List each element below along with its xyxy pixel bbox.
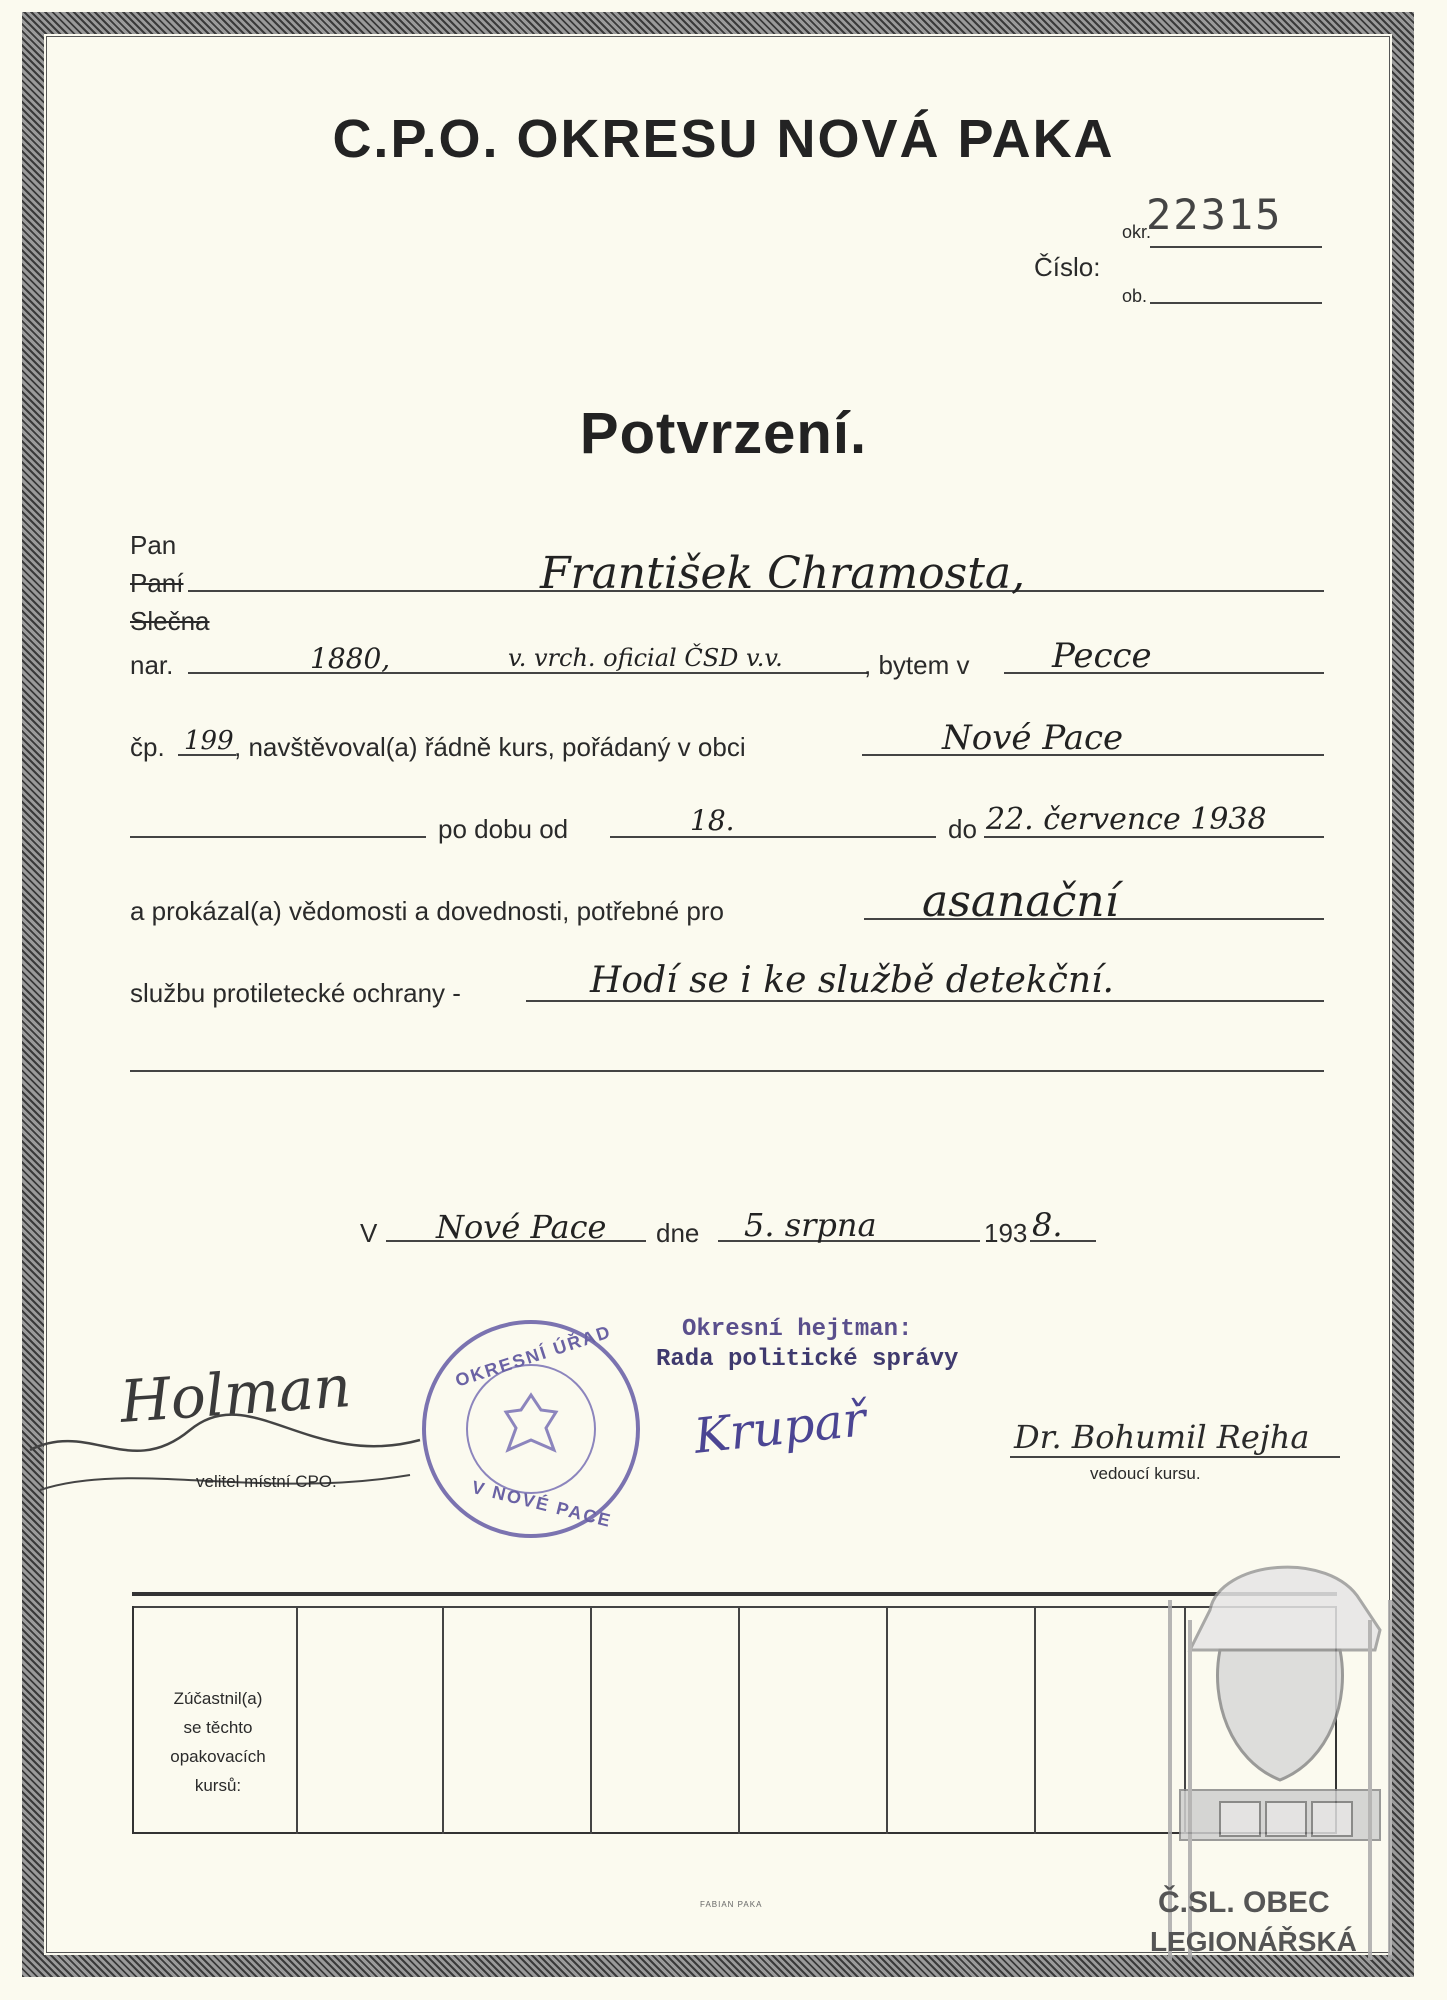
right-signature-line — [1010, 1456, 1340, 1458]
do-label: do — [948, 814, 977, 844]
left-signature: Holman — [117, 1352, 354, 1436]
sluzbu-value: Hodí se i ke službě detekční. — [590, 960, 1114, 1001]
okr-number: 22315 — [1146, 190, 1283, 239]
obec-value: Nové Pace — [942, 718, 1124, 758]
middle-signature: Krupař — [691, 1391, 869, 1465]
prokazal-value: asanační — [922, 876, 1119, 927]
pan-label: Pan — [130, 530, 177, 560]
table-column-divider — [442, 1606, 444, 1834]
cislo-label: Číslo: — [1034, 252, 1101, 282]
pani-label: Paní — [130, 568, 184, 598]
document-title: C.P.O. OKRESU NOVÁ PAKA — [332, 109, 1115, 169]
okr-label: okr. — [1122, 222, 1152, 242]
cp-number: 199 — [184, 726, 234, 756]
slecna-label: Slečna — [130, 606, 210, 636]
okr-line — [1150, 246, 1322, 248]
table-column-divider — [738, 1606, 740, 1834]
date-value: 5. srpna — [744, 1206, 877, 1244]
left-caption: velitel místní CPO. — [196, 1472, 337, 1491]
table-label-line: opakovacích — [170, 1747, 266, 1766]
table-column-divider — [886, 1606, 888, 1834]
table-label — [148, 1684, 288, 1800]
printer-mark: FABIAN PAKA — [700, 1900, 763, 1909]
od-line — [610, 836, 936, 838]
bytem-value: Pecce — [1052, 636, 1152, 676]
document-heading: Potvrzení. — [579, 401, 868, 466]
lion-emblem-icon — [496, 1390, 566, 1470]
right-caption: vedoucí kursu. — [1090, 1464, 1201, 1483]
ob-label: ob. — [1122, 286, 1148, 306]
name-value: František Chramosta, — [540, 548, 1026, 599]
seal-bottom-text: V NOVÉ PACE — [469, 1476, 615, 1532]
right-signature: Dr. Bohumil Rejha — [1014, 1418, 1310, 1456]
watermark-line2: LEGIONÁŘSKÁ — [1150, 1926, 1357, 1957]
table-column-divider — [1034, 1606, 1036, 1834]
table-label-line: kursů: — [194, 1776, 242, 1795]
bytem-label: , bytem v — [864, 650, 970, 680]
stamp-rada: Rada politické správy — [656, 1346, 959, 1373]
table-column-divider — [296, 1606, 298, 1834]
dne-label: dne — [656, 1218, 700, 1248]
stamp-hejtman: Okresní hejtman: — [682, 1316, 913, 1343]
cp-text: , navštěvoval(a) řádně kurs, pořádaný v obci — [234, 732, 746, 762]
occupation: v. vrch. oficial ČSD v.v. — [508, 644, 783, 672]
nar-line — [188, 672, 868, 674]
table-column-divider — [590, 1606, 592, 1834]
table-label-line: Zúčastnil(a) — [173, 1689, 263, 1708]
year-prefix: 193 — [984, 1218, 1028, 1248]
cp-label: čp. — [130, 732, 165, 762]
year-suffix: 8. — [1032, 1206, 1063, 1244]
po-dobu-label: po dobu od — [438, 814, 569, 844]
v-label: V — [360, 1218, 378, 1248]
ob-line — [1150, 302, 1322, 304]
od-value: 18. — [690, 804, 735, 837]
year-line — [1030, 1240, 1096, 1242]
blank-line-1 — [130, 836, 426, 838]
blank-line-2 — [130, 1070, 1324, 1072]
sluzbu-text: službu protiletecké ochrany - — [130, 978, 461, 1008]
do-value: 22. července 1938 — [986, 802, 1267, 837]
table-label-line: se těchto — [183, 1718, 253, 1737]
prokazal-text: a prokázal(a) vědomosti a dovednosti, potřebné pro — [130, 896, 725, 926]
seal-top-text: OKRESNÍ ÚŘAD — [452, 1321, 614, 1391]
birth-year: 1880, — [310, 642, 391, 675]
nar-label: nar. — [130, 650, 174, 680]
watermark-line1: Č.SL. OBEC — [1158, 1886, 1330, 1919]
place-value: Nové Pace — [436, 1208, 607, 1246]
